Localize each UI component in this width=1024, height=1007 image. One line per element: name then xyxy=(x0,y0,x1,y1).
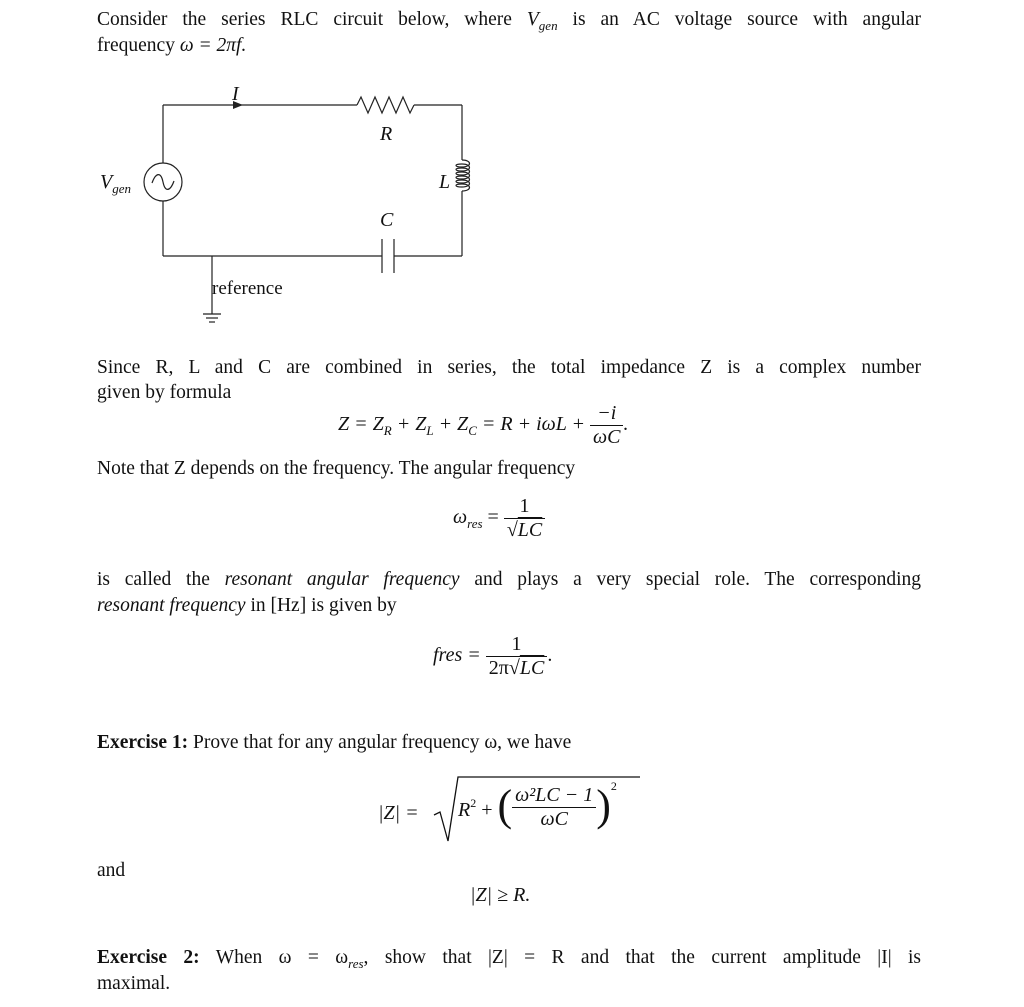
exercise-2-label: Exercise 2: xyxy=(97,947,200,968)
equation-inequality: |Z| ≥ R. xyxy=(470,884,531,906)
equation-impedance: $Z = Z_R + Z_L + Z_C = R + i\omega L$ + $\frac{-i}{\omega C}$ . xyxy=(338,402,629,448)
exercise-1-label: Exercise 1: xyxy=(97,732,189,753)
current-label: I xyxy=(232,83,239,105)
ac-sine-icon xyxy=(152,175,174,190)
paragraph-impedance-2: given by formula xyxy=(97,382,232,403)
paragraph-resonant-line-1: is called the resonant angular frequency and plays a very special role. The corresponding xyxy=(97,569,922,590)
source-label: $V_{gen}$ xyxy=(100,171,131,196)
exercise-2-line-2: maximal. xyxy=(97,973,171,994)
paragraph-resonant-line-2: resonant frequency in [Hz] is given by xyxy=(97,595,397,616)
exercise-1: Exercise 1: Prove that for any angular frequency ω, we have xyxy=(97,732,572,753)
paragraph-note: Note that Z depends on the frequency. The angular frequency xyxy=(97,458,576,479)
inductor-symbol xyxy=(456,160,470,191)
ground-label: reference xyxy=(212,278,283,299)
and-text: and xyxy=(97,860,126,881)
capacitor-label: C xyxy=(380,209,394,231)
intro-line-1: Consider the series RLC circuit below, where $V_{gen}$ is an AC voltage source with angular xyxy=(97,9,922,33)
rlc-circuit-diagram xyxy=(90,80,490,330)
equation-abs-impedance: |Z| = xyxy=(378,802,419,824)
equation-resonant-frequency: fres = $\frac{1}{2\pi√LC}$ . xyxy=(433,633,553,679)
equation-resonant-angular: $\omega_{res}$ = $\frac{1}{√LC}$ xyxy=(453,495,545,542)
intro-line-2: frequency ω = 2πf. xyxy=(97,35,247,56)
exercise-2-line-1: Exercise 2: When $\omega = \omega_{res}$, show that |Z| = R and that the current amplitude |I| is xyxy=(97,947,921,971)
equation-abs-impedance-body: $R^2$ + ( $\frac{\text{ω²LC − 1}}{\omega C}$ )$^2$ xyxy=(458,779,617,830)
resistor-label: R xyxy=(380,123,393,145)
resistor-symbol xyxy=(357,97,414,113)
paragraph-impedance: Since R, L and C are combined in series, the total impedance Z is a complex number xyxy=(97,357,921,378)
inductor-label: L xyxy=(439,171,451,193)
